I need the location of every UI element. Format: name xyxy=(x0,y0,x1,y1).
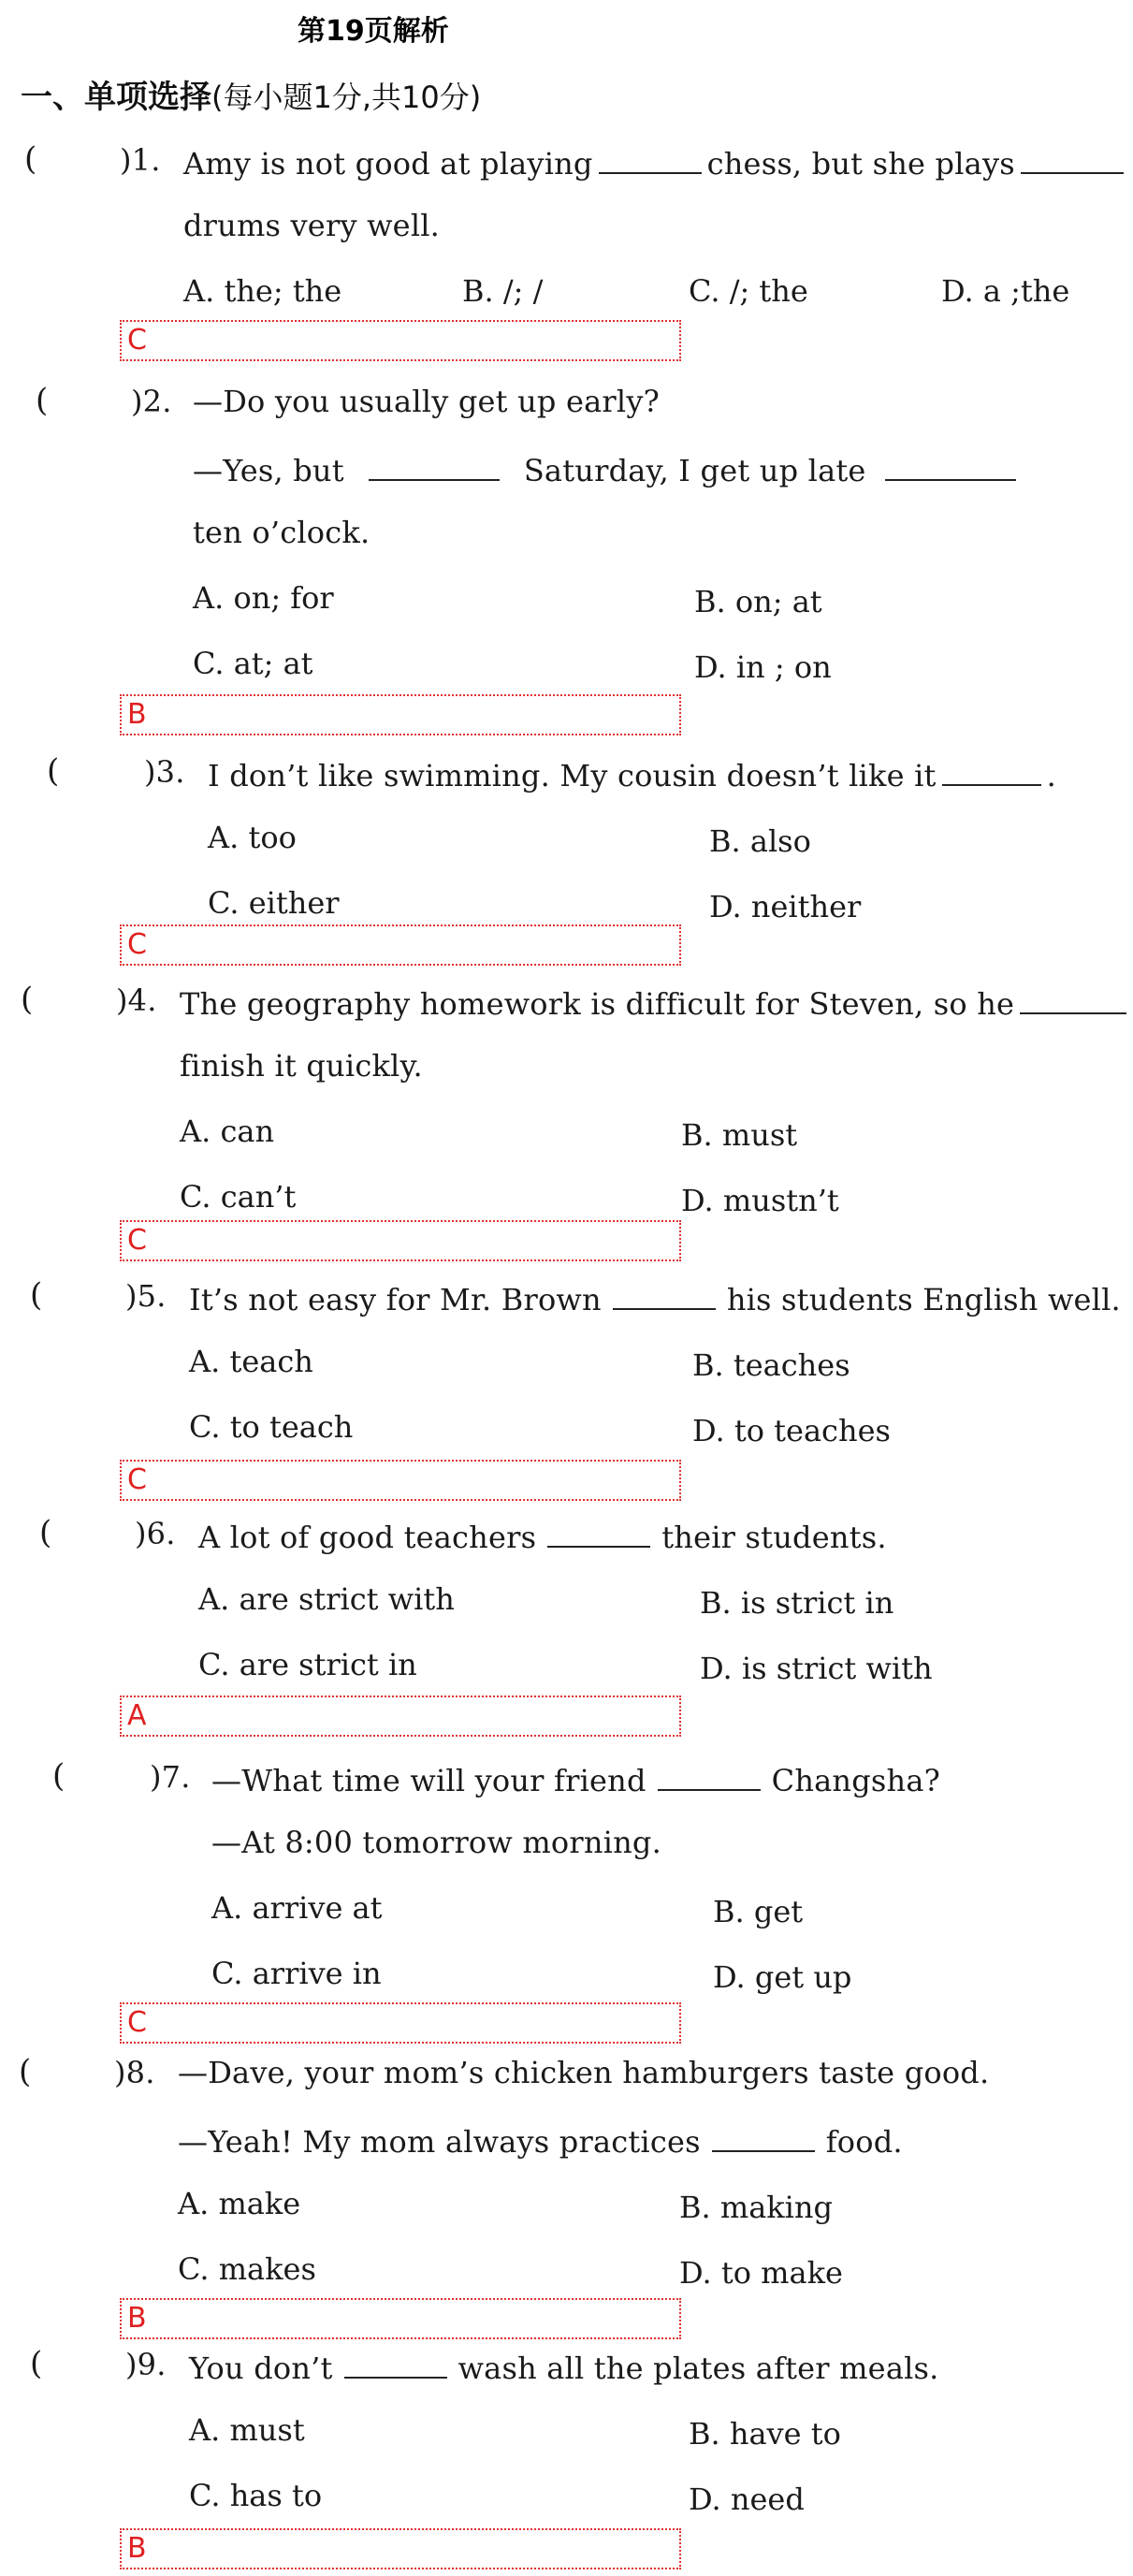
option-a: A. too xyxy=(208,820,297,855)
answer-box xyxy=(120,924,681,966)
answer-paren: ( xyxy=(47,752,60,790)
option-d: D. a ;the xyxy=(941,273,1070,309)
option-b: B. also xyxy=(709,823,811,859)
question-line: —Dave, your mom’s chicken hamburgers taste good. xyxy=(178,2055,990,2090)
question-line: —Yes, but Saturday, I get up late xyxy=(193,449,1035,488)
answer-text: B xyxy=(127,698,147,731)
option-b: B. is strict in xyxy=(700,1585,894,1621)
answer-text: A xyxy=(127,1699,147,1732)
answer-text: B xyxy=(127,2302,147,2335)
option-c: C. makes xyxy=(178,2251,316,2287)
question-number: )5. xyxy=(125,1278,167,1314)
answer-text: C xyxy=(127,324,147,357)
answer-box xyxy=(120,1696,681,1737)
answer-paren: ( xyxy=(21,981,34,1018)
question-line: I don’t like swimming. My cousin doesn’t like it . xyxy=(208,754,1056,793)
section-title xyxy=(21,71,481,117)
option-c: C. can’t xyxy=(180,1179,297,1215)
option-d: D. is strict with xyxy=(700,1651,933,1686)
answer-text: C xyxy=(127,1224,147,1257)
answer-box xyxy=(120,1460,681,1501)
option-a: A. can xyxy=(180,1113,275,1149)
option-a: A. make xyxy=(178,2186,301,2221)
answer-text: C xyxy=(127,1463,147,1496)
answer-text: B xyxy=(127,2532,147,2565)
page-title: 第19页解析 xyxy=(298,15,449,48)
question-line: —Yeah! My mom always practices food. xyxy=(178,2120,903,2160)
answer-paren: ( xyxy=(24,140,37,178)
option-c: C. are strict in xyxy=(198,1647,417,1682)
answer-paren: ( xyxy=(36,382,49,419)
question-number: )4. xyxy=(116,982,157,1018)
answer-box xyxy=(120,320,681,361)
answer-text: C xyxy=(127,928,147,961)
question-line: —What time will your friend Changsha? xyxy=(211,1759,940,1798)
option-d: D. mustn’t xyxy=(681,1183,839,1218)
answer-paren: ( xyxy=(39,1514,52,1551)
question-number: )1. xyxy=(120,142,161,178)
question-number: )2. xyxy=(131,384,172,419)
option-a: A. arrive at xyxy=(211,1890,383,1926)
option-a: A. are strict with xyxy=(198,1581,455,1617)
question-line: —Do you usually get up early? xyxy=(193,384,660,419)
answer-text: C xyxy=(127,2006,147,2039)
section-heading: 一、单项选择 xyxy=(21,79,211,116)
question-number: )9. xyxy=(125,2347,167,2382)
option-d: D. need xyxy=(689,2481,805,2517)
option-b: B. get xyxy=(713,1894,804,1929)
answer-paren: ( xyxy=(19,2053,32,2090)
question-line: It’s not easy for Mr. Brown his students English well. xyxy=(189,1278,1121,1317)
question-number: )7. xyxy=(150,1759,191,1795)
option-b: B. teaches xyxy=(692,1347,850,1383)
question-line: —At 8:00 tomorrow morning. xyxy=(211,1825,661,1860)
question-line: ten o’clock. xyxy=(193,515,370,550)
option-c: C. to teach xyxy=(189,1409,354,1445)
question-number: )6. xyxy=(135,1516,176,1551)
question-line: Amy is not good at playing chess, but she plays xyxy=(183,142,1129,182)
option-c: C. arrive in xyxy=(211,1956,382,1991)
option-d: D. to make xyxy=(679,2255,843,2291)
question-line: You don’t wash all the plates after meals. xyxy=(189,2347,939,2386)
answer-paren: ( xyxy=(52,1757,65,1795)
option-b: B. have to xyxy=(689,2416,841,2452)
answer-box xyxy=(120,2002,681,2044)
question-line: The geography homework is difficult for Steven, so he xyxy=(180,982,1132,1022)
answer-box xyxy=(120,2528,681,2569)
section-note: (每小题1分,共10分) xyxy=(211,80,482,115)
question-line: drums very well. xyxy=(183,208,441,243)
question-number: )8. xyxy=(114,2055,155,2090)
option-d: D. get up xyxy=(713,1959,852,1995)
option-d: D. in ; on xyxy=(694,649,832,685)
option-c: C. has to xyxy=(189,2478,323,2513)
question-line: A lot of good teachers their students. xyxy=(198,1516,887,1555)
answer-box xyxy=(120,2298,681,2339)
option-c: C. /; the xyxy=(689,273,808,309)
option-a: A. the; the xyxy=(183,273,342,309)
option-d: D. to teaches xyxy=(692,1413,891,1448)
answer-paren: ( xyxy=(30,2345,43,2382)
option-a: A. teach xyxy=(189,1344,313,1379)
option-c: C. either xyxy=(208,885,340,921)
option-d: D. neither xyxy=(709,889,862,924)
option-a: A. on; for xyxy=(193,580,334,616)
option-c: C. at; at xyxy=(193,646,313,681)
question-line: finish it quickly. xyxy=(180,1048,423,1084)
option-b: B. /; / xyxy=(462,273,544,309)
option-b: B. must xyxy=(681,1117,798,1153)
option-a: A. must xyxy=(189,2412,305,2448)
answer-box xyxy=(120,694,681,735)
option-b: B. on; at xyxy=(694,584,822,619)
answer-box xyxy=(120,1220,681,1261)
option-b: B. making xyxy=(679,2190,833,2225)
question-number: )3. xyxy=(144,754,185,790)
answer-paren: ( xyxy=(30,1276,43,1314)
